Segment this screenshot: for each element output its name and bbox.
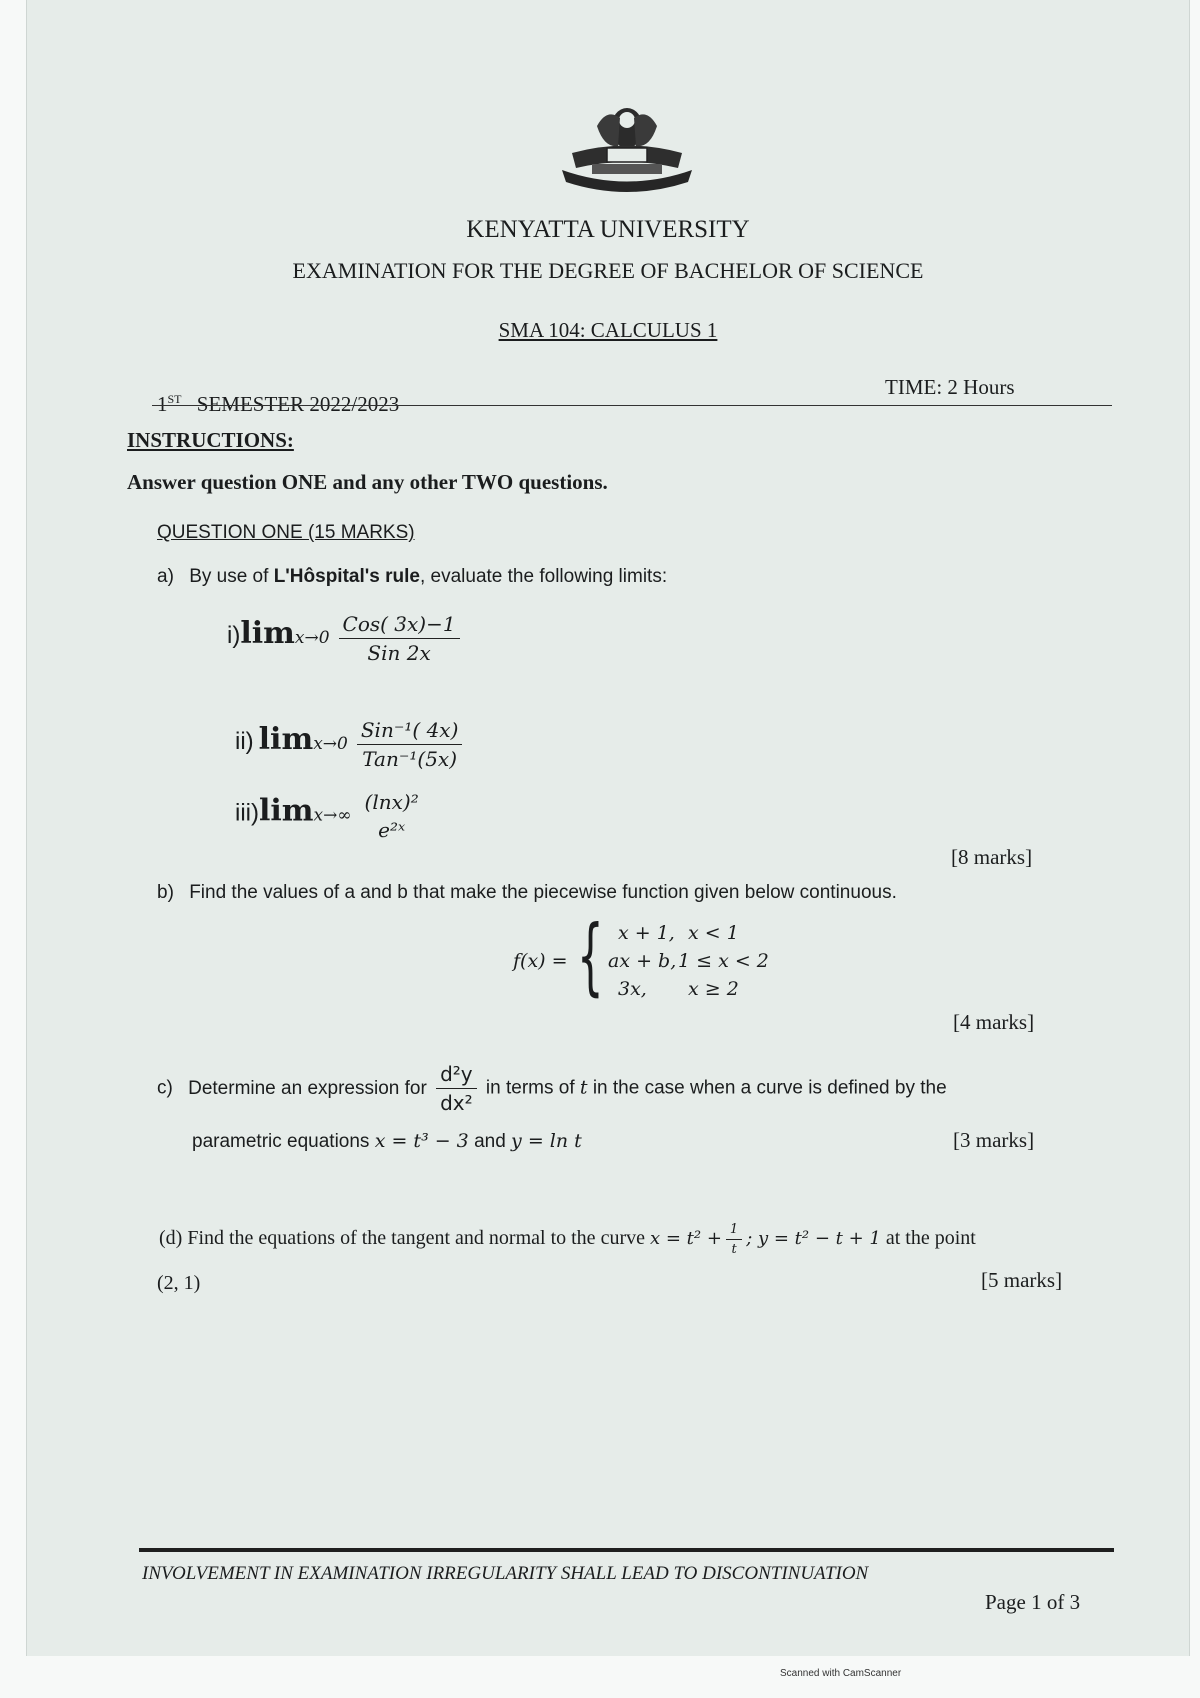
instructions-text: Answer question ONE and any other TWO questions. xyxy=(127,470,608,494)
limit-item xyxy=(227,612,464,665)
course-title: SMA 104: CALCULUS 1 xyxy=(498,318,718,342)
scanner-watermark: Scanned with CamScanner xyxy=(780,1668,902,1679)
case-row xyxy=(608,950,808,978)
limit-approach: x→∞ xyxy=(313,805,352,826)
marks-b: [4 marks] xyxy=(953,1010,1035,1034)
semester-superscript: ST xyxy=(167,392,182,406)
limit-item xyxy=(235,790,427,842)
limit-numerator: Sin⁻¹( 4x) xyxy=(357,718,463,745)
question-d xyxy=(159,1222,976,1257)
limit-approach: x→0 xyxy=(313,734,348,755)
page-number: Page 1 of 3 xyxy=(985,1590,1081,1614)
limit-denominator: Tan⁻¹(5x) xyxy=(362,747,458,771)
limit-numerator: Cos( 3x)−1 xyxy=(339,612,460,639)
curve-frac-numerator: 1 xyxy=(726,1222,742,1240)
equation-y: y = ln t xyxy=(511,1130,582,1152)
question-c-text-post: in the case when a curve is defined by the xyxy=(592,1077,947,1099)
question-d-text-pre: (d) Find the equations of the tangent and normal to the curve xyxy=(159,1227,645,1250)
question-b xyxy=(157,882,897,904)
parameter-t: t xyxy=(579,1076,588,1099)
limit-operator: lim xyxy=(259,793,314,829)
exam-time: TIME: 2 Hours xyxy=(885,375,1015,399)
limit-label: i) xyxy=(227,622,241,650)
question-c-text-pre: Determine an expression for xyxy=(188,1077,427,1099)
question-a-label: a) xyxy=(157,566,174,587)
limit-denominator: e²ˣ xyxy=(378,818,406,842)
question-c xyxy=(157,1062,947,1115)
case-condition: 1 ≤ x < 2 xyxy=(678,950,769,972)
question-a-text-post: , evaluate the following limits: xyxy=(419,566,668,587)
derivative-numerator: d²y xyxy=(436,1062,477,1089)
limit-denominator: Sin 2x xyxy=(367,641,431,665)
case-expression: ax + b, xyxy=(608,950,677,972)
question-one-heading: QUESTION ONE (15 MARKS) xyxy=(157,522,415,543)
case-condition: x ≥ 2 xyxy=(688,978,739,1000)
question-c-label: c) xyxy=(157,1077,173,1099)
limit-approach: x→0 xyxy=(294,628,330,649)
limit-item xyxy=(235,718,466,771)
limit-label: iii) xyxy=(235,799,259,827)
footer-warning: INVOLVEMENT IN EXAMINATION IRREGULARITY SHALL LEAD TO DISCONTINUATION xyxy=(142,1563,869,1584)
case-expression: x + 1, xyxy=(618,922,675,944)
limit-operator: lim xyxy=(258,722,314,758)
question-a xyxy=(157,566,667,588)
function-name: f(x) = xyxy=(513,950,568,972)
marks-c: [3 marks] xyxy=(953,1128,1035,1152)
curve-frac-denominator: t xyxy=(731,1242,737,1257)
and-word: and xyxy=(474,1131,506,1152)
university-crest-icon xyxy=(552,98,702,198)
marks-d: [5 marks] xyxy=(981,1268,1063,1292)
header-rule xyxy=(152,405,1112,406)
question-d-text-post: at the point xyxy=(885,1227,976,1250)
parametric-label: parametric equations xyxy=(192,1131,370,1152)
semester-text: SEMESTER 2022/2023 xyxy=(196,392,400,416)
equation-x: x = t³ − 3 xyxy=(374,1130,469,1152)
case-condition: x < 1 xyxy=(688,922,739,944)
case-row xyxy=(608,978,808,1006)
point: (2, 1) xyxy=(157,1272,201,1294)
footer-rule xyxy=(139,1548,1114,1552)
limit-numerator: (lnx)² xyxy=(364,790,419,814)
semester: 1ST SEMESTER 2022/2023 xyxy=(157,392,400,416)
case-expression: 3x, xyxy=(618,978,647,1000)
curve-x: x = t² + xyxy=(649,1228,722,1250)
degree-title: EXAMINATION FOR THE DEGREE OF BACHELOR OF SCIENCE xyxy=(292,258,924,283)
question-a-text-pre: By use of xyxy=(189,566,269,587)
limit-label: ii) xyxy=(235,728,254,756)
university-name: KENYATTA UNIVERSITY xyxy=(466,216,750,243)
question-c-line2 xyxy=(192,1130,582,1153)
derivative-denominator: dx² xyxy=(440,1091,473,1115)
left-brace: { xyxy=(577,907,604,1005)
cases xyxy=(608,922,808,1006)
marks-a: [8 marks] xyxy=(951,845,1033,869)
instructions-heading: INSTRUCTIONS: xyxy=(127,428,294,452)
question-b-label: b) xyxy=(157,882,174,903)
exam-page xyxy=(26,0,1190,1656)
question-b-text: Find the values of a and b that make the piecewise function given below continuous. xyxy=(189,882,897,903)
question-c-text-mid: in terms of xyxy=(485,1077,575,1099)
curve-y: ; y = t² − t + 1 xyxy=(746,1228,881,1250)
case-row xyxy=(608,922,808,950)
limit-operator: lim xyxy=(240,616,295,652)
lhospital-rule: L'Hôspital's rule xyxy=(273,566,420,587)
